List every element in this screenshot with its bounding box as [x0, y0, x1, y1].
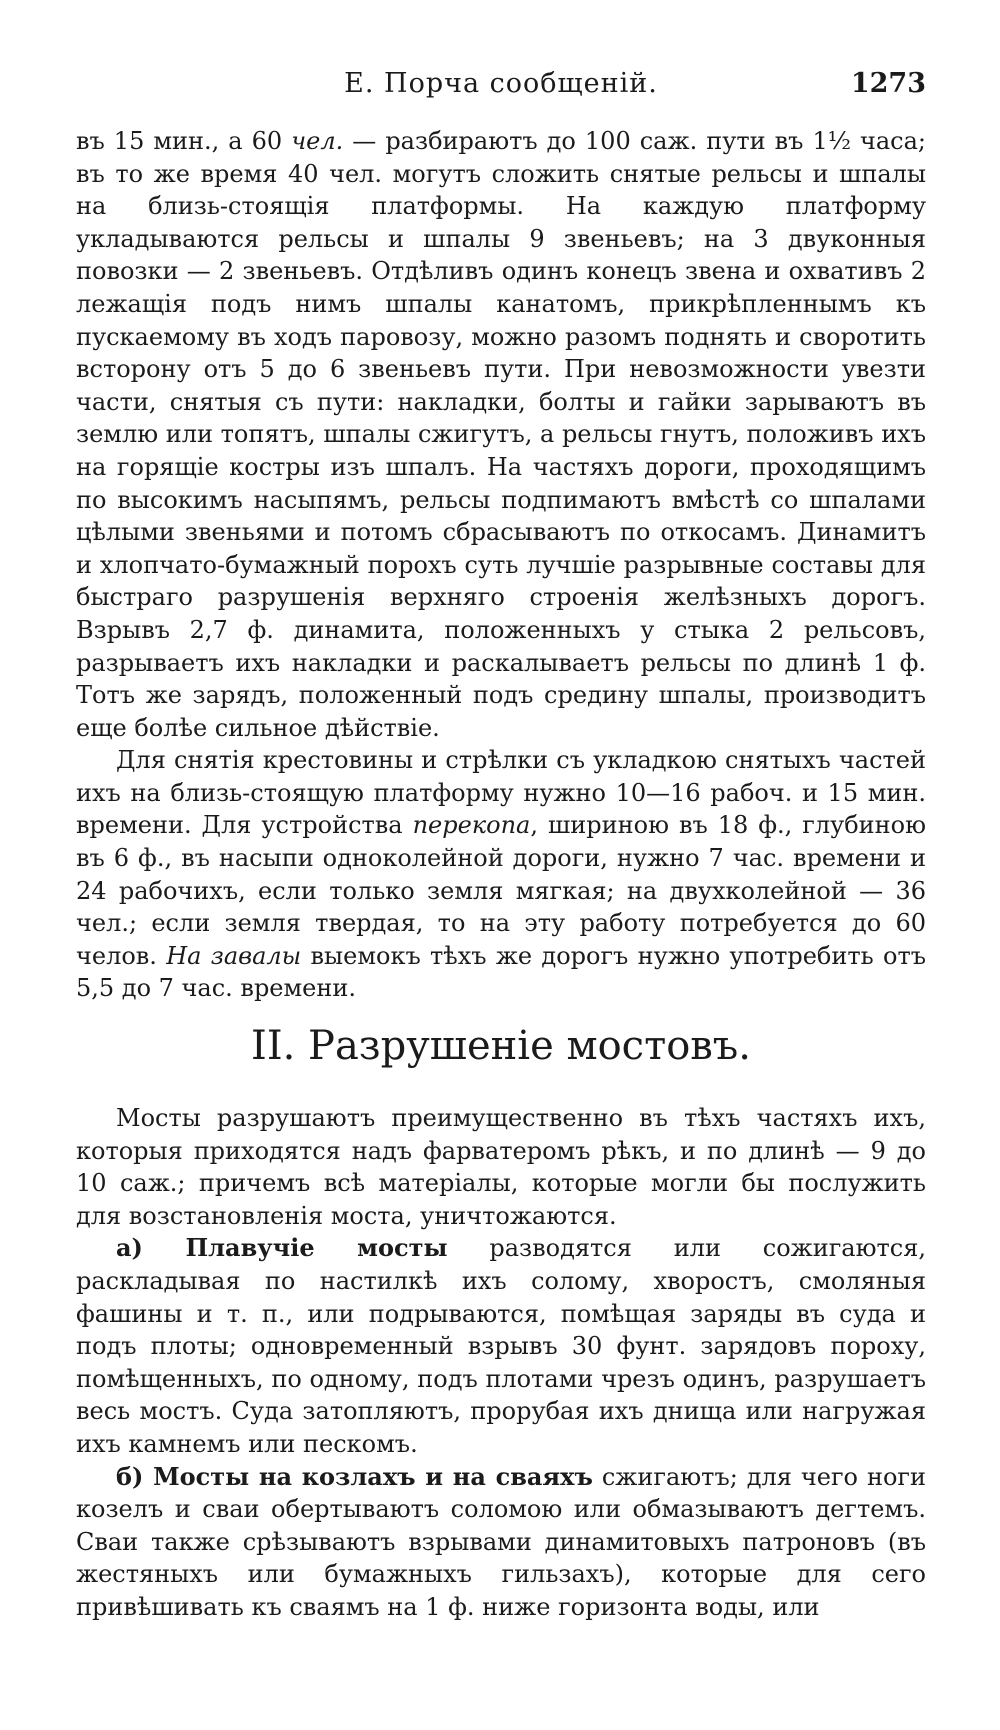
p2-italic-a: перекопа: [412, 811, 531, 840]
running-head: [76, 68, 926, 108]
page-number: 1273: [850, 68, 926, 99]
paragraph-bridges-intro: Мосты разрушаютъ преимущественно въ тѣхъ частяхъ ихъ, которыя приходятся надъ фарватеромъ рѣкъ, и по длинѣ — 9 до 10 саж.; причемъ всѣ матеріалы, которые могли бы послужить для возстановленія моста, уничтожаются.: [76, 1104, 926, 1230]
paragraph-crossing-removal: [76, 744, 926, 1005]
paragraph-floating-bridges: [76, 1232, 926, 1460]
p2-text-b: , шириною въ 18 ф., глубиною въ 6 ф., въ насыпи одноколейной дороги, нужно 7 час. времени и 24 рабочихъ, если только земля мягкая; на двухколейной — 36 чел.; если земля твердая, то на эту работу потребуется до 60 челов.: [76, 811, 926, 970]
p1-text-a: въ 15 мин., а 60: [76, 127, 292, 155]
running-title: Е. Порча сообщеній.: [344, 68, 658, 99]
pile-bridges-label: б) Мосты на козлахъ и на сваяхъ: [116, 1461, 593, 1491]
paragraph-rail-dismantling: [76, 125, 926, 744]
pile-bridges-text: сжигаютъ; для чего ноги козелъ и сваи обертываютъ соломою или обмазываютъ дегтемъ. Сваи также срѣзываютъ взрывами динамитовыхъ патроновъ (въ жестяныхъ или бумажныхъ гильзахъ), которые для сего привѣшивать къ сваямъ на 1 ф. ниже горизонта воды, или: [76, 1462, 926, 1621]
section-one-text: [76, 125, 926, 1005]
p2-text-a: Для снятія крестовины и стрѣлки съ укладкою снятыхъ частей ихъ на близь-стоящую платформу нужно 10—16 рабоч. и 15 мин. времени. Для устройства: [76, 746, 926, 840]
floating-bridges-text: разводятся или сожигаются, раскладывая по настилкѣ ихъ солому, хворостъ, смоляныя фашины и т. п., или подрываются, помѣщая заряды въ суда и подъ плоты; одновременный взрывъ 30 фунт. зарядовъ пороху, помѣщенныхъ, по одному, подъ плотами чрезъ одинъ, разрушаетъ весь мостъ. Суда затопляютъ, прорубая ихъ днища или нагружая ихъ камнемъ или пескомъ.: [76, 1234, 926, 1458]
p2-text-c: выемокъ тѣхъ же дорогъ нужно употребить отъ 5,5 до 7 час. времени.: [76, 941, 926, 1003]
p1-italic: чел.: [291, 127, 344, 155]
section-heading: II. Разрушеніе мостовъ.: [251, 1023, 751, 1069]
floating-bridges-label: а) Плавучіе мосты: [116, 1233, 448, 1263]
p2-italic-b: На завалы: [166, 941, 302, 970]
section-two-text: [76, 1102, 926, 1624]
paragraph-pile-bridges: [76, 1461, 926, 1624]
p1-text-b: — разбираютъ до 100 саж. пути въ 1½ часа; въ то же время 40 чел. могутъ сложить снятые рельсы и шпалы на близь-стоящія платформы. На каждую платформу укладываются рельсы и шпалы 9 звеньевъ; на 3 двуконныя повозки — 2 звеньевъ. Отдѣливъ одинъ конецъ звена и охвативъ 2 лежащія подъ нимъ шпалы канатомъ, прикрѣпленнымъ къ пускаемому въ ходъ паровозу, можно разомъ поднять и своротить всторону отъ 5 до 6 звеньевъ пути. При невозможности увезти части, снятыя съ пути: накладки, болты и гайки зарываютъ въ землю или топятъ, шпалы сжигутъ, а рельсы гнутъ, положивъ ихъ на горящіе костры изъ шпалъ. На частяхъ дороги, проходящимъ по высокимъ насыпямъ, рельсы подпимаютъ вмѣстѣ со шпалами цѣлыми звеньями и потомъ сбрасываютъ по откосамъ. Динамитъ и хлопчато-бумажный порохъ суть лучшіе разрывные составы для быстраго разрушенія верхняго строенія желѣзныхъ дорогъ. Взрывъ 2,7 ф. динамита, положенныхъ у стыка 2 рельсовъ, разрываетъ ихъ накладки и раскалываетъ рельсы по длинѣ 1 ф. Тотъ же зарядъ, положенный подъ средину шпалы, производитъ еще болѣе сильное дѣйствіе.: [76, 127, 927, 742]
